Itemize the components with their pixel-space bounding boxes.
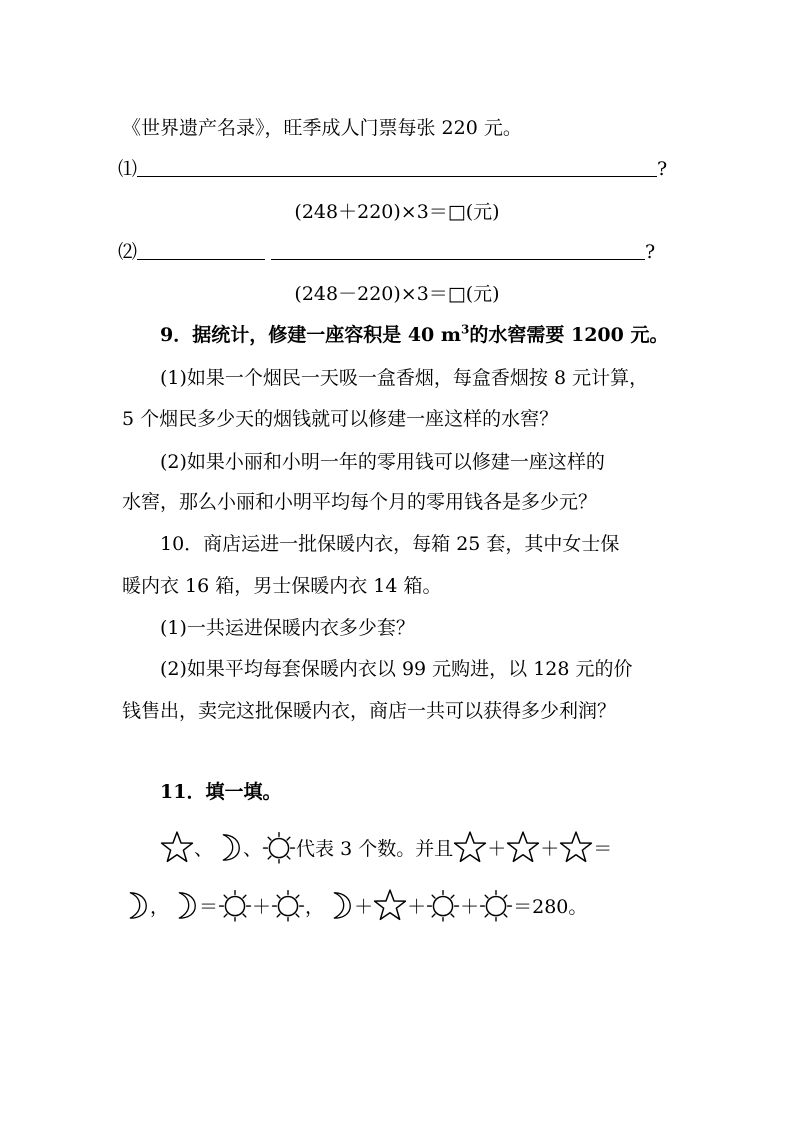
star-icon	[506, 830, 540, 864]
q8-part2-formula: (248－220)×3＝□(元)	[294, 283, 500, 305]
q9-title-superscript: 3	[461, 322, 470, 337]
separator: 、	[243, 838, 263, 860]
moon-icon	[213, 830, 243, 864]
answer-blank-1[interactable]	[137, 158, 657, 177]
plus-sign: ＋	[354, 896, 374, 918]
plus-sign: ＋	[252, 896, 272, 918]
q11-text: 代表 3 个数。并且	[296, 838, 454, 860]
plus-sign: ＋	[407, 896, 427, 918]
q11-result: ＝280。	[513, 896, 588, 918]
q9-part1-line1: (1)如果一个烟民一天吸一盒香烟，每盒香烟按 8 元计算，	[160, 367, 649, 389]
plus-sign: ＋	[540, 838, 560, 860]
q10-part2-line1: (2)如果平均每套保暖内衣以 99 元购进，以 128 元的价	[160, 658, 633, 680]
answer-blank-3[interactable]	[271, 241, 645, 260]
equals-sign: ＝	[199, 896, 219, 918]
q8-part2-label: ⑵	[118, 241, 138, 263]
plus-sign: ＋	[487, 838, 507, 860]
sun-icon	[271, 888, 305, 922]
q9-title	[160, 323, 668, 347]
q8-part2-line	[118, 240, 655, 264]
q9-part1-line2: 5 个烟民多少天的烟钱就可以修建一座这样的水窖？	[122, 408, 559, 430]
separator: ，	[305, 896, 325, 918]
star-icon	[559, 830, 593, 864]
intro-line: 《世界遗产名录》，旺季成人门票每张 220 元。	[122, 117, 522, 139]
star-icon	[160, 830, 194, 864]
moon-icon	[324, 888, 354, 922]
plus-sign: ＋	[460, 896, 480, 918]
q9-part2-line2: 水窖，那么小丽和小明平均每个月的零用钱各是多少元？	[122, 491, 598, 513]
q8-part1-line	[118, 157, 667, 181]
separator: 、	[194, 838, 214, 860]
answer-blank-2[interactable]	[137, 241, 265, 260]
separator: ，	[150, 896, 170, 918]
q10-line1: 10．商店运进一批保暖内衣，每箱 25 套，其中女士保	[160, 533, 620, 555]
q9-title-text-a: 9．据统计，修建一座容积是 40 m	[160, 324, 461, 346]
sun-icon	[479, 888, 513, 922]
q11-title: 11．填一填。	[160, 781, 282, 803]
q11-line1	[160, 830, 612, 866]
q8-part1-label: ⑴	[118, 158, 138, 180]
moon-icon	[120, 888, 150, 922]
sun-icon	[426, 888, 460, 922]
star-icon	[453, 830, 487, 864]
moon-icon	[169, 888, 199, 922]
equals-sign: ＝	[593, 838, 613, 860]
q10-line2: 暖内衣 16 箱，男士保暖内衣 14 箱。	[122, 575, 442, 597]
q10-part1: (1)一共运进保暖内衣多少套？	[160, 617, 415, 639]
q8-part1-end: ?	[657, 158, 668, 180]
star-icon	[373, 888, 407, 922]
q8-part1-formula: (248＋220)×3＝□(元)	[294, 201, 500, 223]
q10-part2-line2: 钱售出，卖完这批保暖内衣，商店一共可以获得多少利润？	[122, 700, 617, 722]
q11-line2	[120, 888, 587, 924]
q9-title-text-b: 的水窖需要 1200 元。	[469, 324, 669, 346]
q8-part2-end: ?	[645, 241, 656, 263]
q9-part2-line1: (2)如果小丽和小明一年的零用钱可以修建一座这样的	[160, 451, 605, 473]
sun-icon	[262, 830, 296, 864]
sun-icon	[218, 888, 252, 922]
